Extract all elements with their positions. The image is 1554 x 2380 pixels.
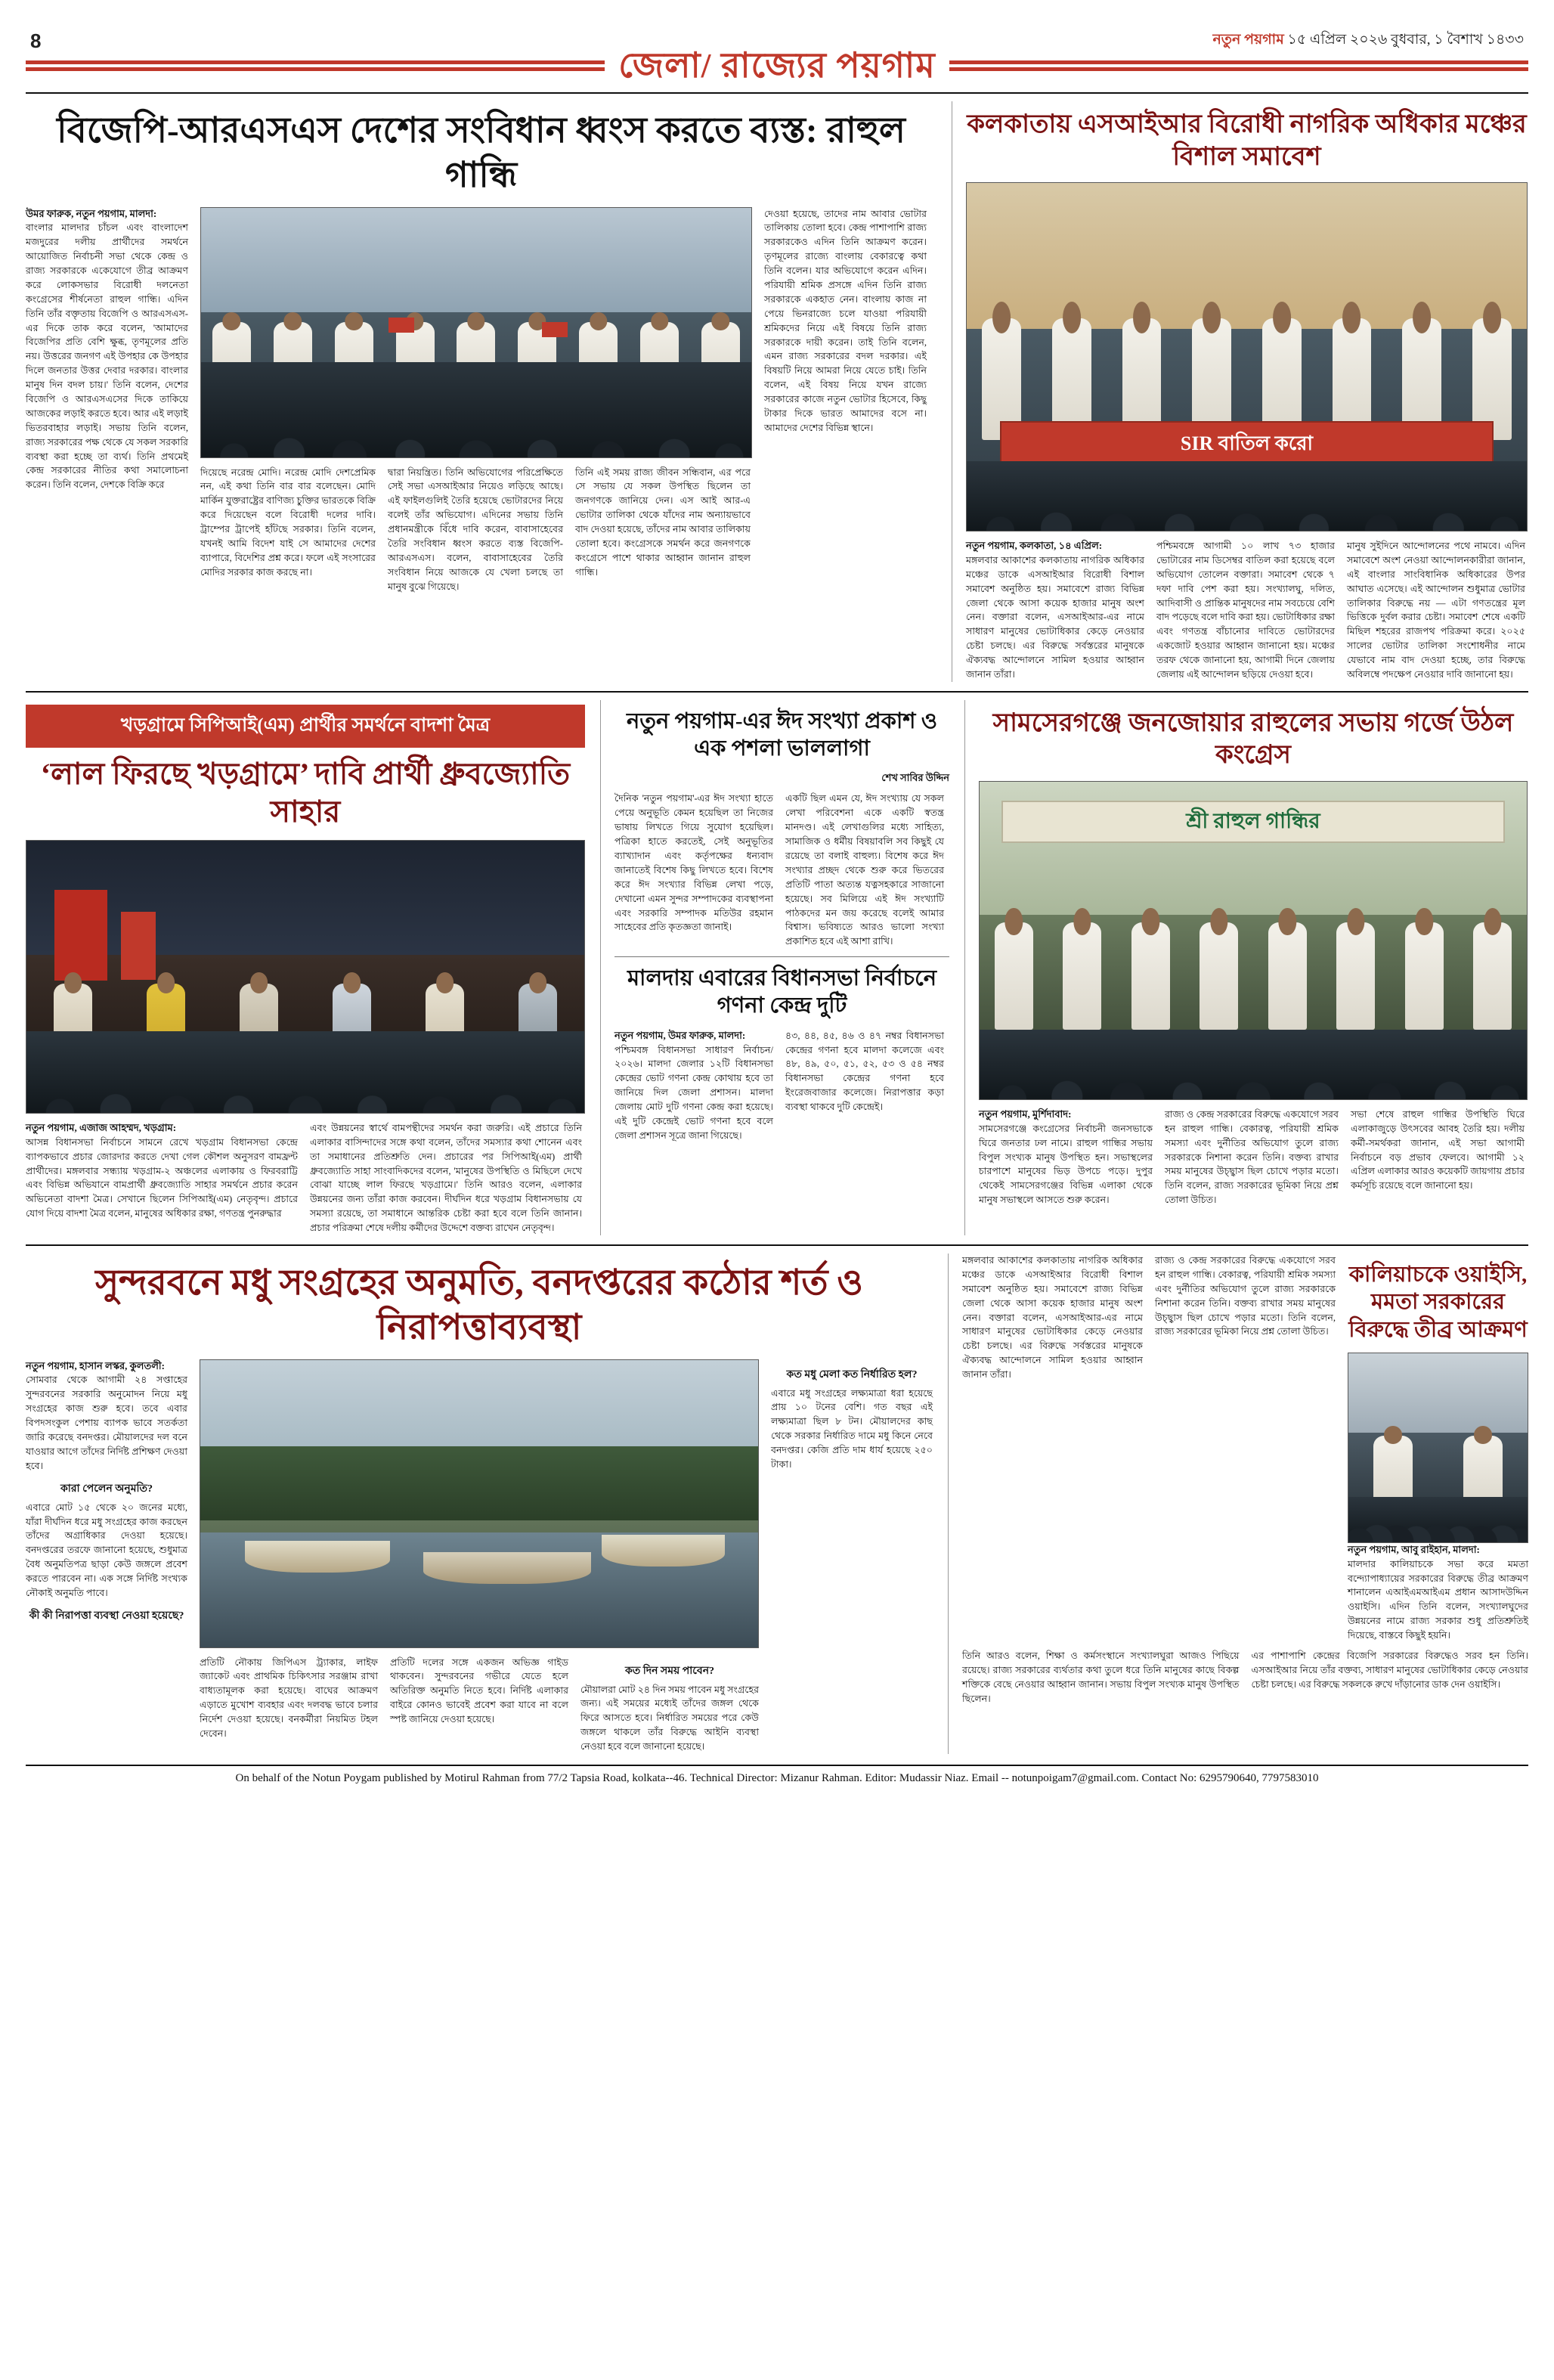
honey-subhead-2: কত দিন সময় পাবেন? bbox=[624, 1665, 715, 1677]
sundarban-headline: সুন্দরবনে মধু সংগ্রহের অনুমতি, বনদপ্তরের কঠোর শর্ত ও নিরাপত্তাব্যবস্থা bbox=[95, 1263, 863, 1347]
honey-body-2: মৌয়ালরা মোট ২৪ দিন সময় পাবেন মধু সংগ্রহের জন্য। এই সময়ের মধ্যেই তাঁদের জঙ্গল থেকে ফিরে আসতে হবে। নির্ধারিত সময়ের পরে কেউ জঙ্গলে থাকলে তাঁর বিরুদ্ধে আইনি ব্যবস্থা নেওয়া হবে বলে জানানো হয়েছে। bbox=[580, 1684, 759, 1752]
honey-right-col bbox=[771, 1359, 933, 1754]
kaliachak-photo bbox=[1348, 1353, 1528, 1543]
eid-headline: নতুন পয়গাম-এর ঈদ সংখ্যা প্রকাশ ও এক পশলা ভাললাগা bbox=[626, 708, 938, 761]
samserganj-photo bbox=[979, 781, 1528, 1100]
sundarban-photo bbox=[200, 1359, 759, 1648]
kharagram-body-2: এবং উন্নয়নের স্বার্থে বামপন্থীদের সমর্থন করা জরুরি। এই প্রচারে তিনি এলাকার বাসিন্দাদের সঙ্গে কথা বলেন, তাঁদের সমস্যার কথা শোনেন এবং তা সমাধানের প্রতিশ্রুতি দেন। প্রচারের পর সিপিআই(এম) প্রার্থী ধ্রুবজ্যোতি সাহা সাংবাদিকদের বলেন, 'মানুষের উপস্থিতি ও মিছিলে দেখে বোঝা যাচ্ছে লাল ফিরছে খড়গ্রামে।' তিনি আরও বলেন, এলাকার উন্নয়নের জন্য তাঁরা কাজ করবেন। দীর্ঘদিন ধরে খড়গ্রাম বিধানসভায় যে সমস্যা রয়েছে, তা সমাধানে আন্তরিক চেষ্টা করা হবে বলে তিনি জানান। প্রচার পরিক্রমা শেষে দলীয় কর্মীদের উদ্দেশে বক্তব্য রাখেন নেতৃবৃন্দ। bbox=[310, 1122, 582, 1234]
brand-name: নতুন পয়গাম bbox=[1212, 32, 1284, 48]
kharagram-headline: ‘লাল ফিরছে খড়গ্রামে’ দাবি প্রার্থী ধ্রুবজ্যোতি সাহার bbox=[40, 756, 571, 829]
section-title: জেলা/ রাজ্যের পয়গাম bbox=[618, 46, 936, 85]
sundarban-byline: নতুন পয়গাম, হাসান লস্কর, কুলতলী: bbox=[26, 1359, 165, 1371]
sundarban-story bbox=[26, 1254, 933, 1754]
lead-byline: উমর ফারুক, নতুন পয়গাম, মালদা: bbox=[26, 207, 157, 219]
divider-eid bbox=[614, 956, 949, 957]
kharagram-story bbox=[26, 700, 585, 1235]
kaliachak-story bbox=[948, 1254, 1528, 1754]
rule-right bbox=[949, 60, 1528, 71]
kaliachak-byline: নতুন পয়গাম, আবু রাইহান, মালদা: bbox=[1348, 1543, 1480, 1555]
kharagram-ribbon: খড়গ্রামে সিপিআই(এম) প্রার্থীর সমর্থনে বাদশা মৈত্র bbox=[26, 705, 585, 748]
kolkata-photo-banner: SIR বাতিল করো bbox=[1000, 421, 1493, 468]
sundarban-body-2: এবারে মোট ১৫ থেকে ২০ জনের মধ্যে, যাঁরা দীর্ঘদিন ধরে মধু সংগ্রহের কাজ করছেন তাঁদের অগ্রাধিকার দেওয়া হয়েছে। বনদপ্তরের তরফে জানানো হয়েছে, শুধুমাত্র বৈধ অনুমতিপত্র ছাড়া কেউ জঙ্গলে প্রবেশ করতে পারবেন না। এক সঙ্গে নির্দিষ্ট সংখ্যক নৌকাই অনুমতি পাবে। bbox=[26, 1501, 187, 1598]
samserganj-photo-banner: শ্রী রাহুল গান্ধির bbox=[1001, 801, 1505, 843]
honey-subhead-1: কত মধু মেলা কত নির্ধারিত হল? bbox=[786, 1368, 918, 1381]
lead-photo bbox=[200, 207, 752, 458]
lead-headline: বিজেপি-আরএসএস দেশের সংবিধান ধ্বংস করতে ব্যস্ত: রাহুল গান্ধি bbox=[57, 111, 905, 195]
kharagram-byline: নতুন পয়গাম, এজাজ আহম্মদ, খড়গ্রাম: bbox=[26, 1121, 177, 1133]
sundarban-body-4: প্রতিটি দলের সঙ্গে একজন অভিজ্ঞ গাইড থাকবেন। সুন্দরবনের গভীরে যেতে হলে অতিরিক্ত অনুমতি নিতে হবে। নির্দিষ্ট এলাকার বাইরে কোনও ভাবেই প্রবেশ করা যাবে না বলে স্পষ্ট জানিয়ে দেওয়া হয়েছে। bbox=[390, 1656, 568, 1725]
kolkata-body-2: পশ্চিমবঙ্গে আগামী ১০ লাখ ৭৩ হাজার ভোটারের নাম ডিসেম্বর বাতিল করা হয়েছে বলে অভিযোগ তোলেন বক্তারা। সমাবেশ থেকে ৭ দফা দাবি পেশ করা হয়। সংখ্যালঘু, দলিত, আদিবাসী ও প্রান্তিক মানুষদের নাম সবচেয়ে বেশি বাদ পড়েছে বলে দাবি করা হয়। ভোটাধিকার রক্ষা এবং গণতন্ত্র বাঁচানোর দাবিতে ভোটারদের একজোট হওয়ার আহ্বান জানানো হয়। মঞ্চের তরফ থেকে জানানো হয়, আগামী দিনে জেলায় জেলায় এই আন্দোলন ছড়িয়ে দেওয়া হবে। bbox=[1156, 541, 1335, 680]
eid-and-counting bbox=[600, 700, 949, 1235]
kolkata-byline: নতুন পয়গাম, কলকাতা, ১৪ এপ্রিল: bbox=[966, 540, 1103, 551]
samserganj-byline: নতুন পয়গাম, মুর্শিদাবাদ: bbox=[979, 1108, 1072, 1120]
kharagram-body-1: আসন্ন বিধানসভা নির্বাচনে সামনে রেখে খড়গ্রাম বিধানসভা কেন্দ্রে ব্যাপকভাবে প্রচার জোরদার করতে দেখা গেল কৌশল অনুসরণ বামফ্রন্ট প্রার্থীদের। মঙ্গলবার সন্ধ্যায় খড়গ্রাম-২ অঞ্চলের এলাকায় ও ফিরবরাট্টি এবং বিভিন্ন অভিযানে বামপ্রার্থী ধ্রুবজ্যোতি সাহার সমর্থনে প্রচার করেন অভিনেতা বাদশা মৈত্র। সেখানে ছিলেন সিপিআই(এম) নেতৃবৃন্দ। প্রচারে যোগ দিয়ে বাদশা মৈত্র বলেন, মানুষের অধিকার রক্ষা, গণতন্ত্র পুনরুদ্ধার bbox=[26, 1136, 298, 1219]
kaliachak-filler-2: রাজ্য ও কেন্দ্র সরকারের বিরুদ্ধে একযোগে সরব হন রাহুল গান্ধি। বেকারত্ব, পরিযায়ী শ্রমিক সমস্যা এবং দুর্নীতির অভিযোগ তুলে রাজ্য সরকারকে নিশানা করেন তিনি। বক্তব্য রাখার সময় মানুষের উচ্ছ্বাস ছিল চোখে পড়ার মতো। তিনি বলেন, রাজ্য সরকারের ভূমিকা নিয়ে প্রশ্ন তোলা উচিত। bbox=[1155, 1255, 1336, 1337]
lead-body-5: দেওয়া হয়েছে, তাদের নাম আবার ভোটার তালিকায় তোলা হবে। কেন্দ্র পাশাপাশি রাজ্য সরকারকেও এদিন তিনি আক্রমণ করেন। তৃণমূলের রাজ্যে বাংলায় বেকারত্বে কথা তিনি বলেন। যার অভিযোগে করেন এদিন। পরিযায়ী শ্রমিক প্রসঙ্গে এদিন তিনি রাজ্য সরকারকে একহাত নেন। বাংলায় কাজ না পেয়ে ভিনরাজ্যে চলে যাওয়া পরিযায়ী শ্রমিকদের নিয়ে এই বিষয়ে তিনি রাজ্য সরকারকে দায়ী করেন। তাই তিনি বলেন, এমন রাজ্য সরকারের বদল দরকার। এই বিষয়টি নিয়ে আমরা নিয়ে যেতে চাই। তিনি বলেন, এই বিষয় নিয়ে যখন রাজ্যে সরকারের কাজে নতুন ভোটার হিসেবে, কিছু টাকার দিকে ভারত আমাদের বসে না। আমাদের দেশের বিভিন্ন স্থানে। bbox=[764, 208, 927, 433]
kolkata-body-1: মঙ্গলবার আকাশের কলকাতায় নাগরিক অধিকার মঞ্চের ডাকে এসআইআর বিরোধী বিশাল সমাবেশ অনুষ্ঠিত হয়। সমাবেশে রাজ্য বিভিন্ন জেলা থেকে আসা কয়েক হাজার মানুষ অংশ নেন। বক্তারা বলেন, এসআইআর-এর নামে সাধারণ মানুষের ভোটাধিকার কেড়ে নেওয়ার চেষ্টা চলছে। এর বিরুদ্ধে সর্বস্তরের মানুষকে ঐক্যবদ্ধ আন্দোলনে সামিল হওয়ার আহ্বান জানান তাঁরা। bbox=[966, 554, 1144, 680]
lead-photo-and-text bbox=[200, 207, 752, 594]
lead-body-3: দ্বারা নিয়ন্ত্রিত। তিনি অভিযোগের পরিপ্রেক্ষিতে সেই সভা এসআইআর নিয়েও লড়িছে আছে। এই ফাইলগুলিই তৈরি হয়েছে ভোটারদের নিয়ে বলেই তাঁর অভিযোগ। এদিনের সভায় তিনি প্রধানমন্ত্রীকে বিঁধে দাবি করেন, বাবাসাহেবের তৈরি সংবিধান ধ্বংস করতে ব্যস্ত বিজেপি-আরএসএস। বলেন, বাবাসাহেবের তৈরি সংবিধান নিয়ে আজকে যে খেলা চলছে তা মানুষ বুঝে গিয়েছে। bbox=[388, 466, 563, 592]
sundarban-body-1: সোমবার থেকে আগামী ২৪ সপ্তাহের সুন্দরবনের সরকারি অনুমোদন নিয়ে মধু সংগ্রহের কাজ শুরু হবে। তবে এবার বিপদসংকুল পেশায় ব্যাপক ভাবে সতর্কতা জারি করেছে বনদপ্তর। মৌয়ালদের দল বনে যাওয়ার আগে তাঁদের নির্দিষ্ট প্রশিক্ষণ দেওয়া হবে। bbox=[26, 1374, 187, 1471]
kaliachak-filler-1: মঙ্গলবার আকাশের কলকাতায় নাগরিক অধিকার মঞ্চের ডাকে এসআইআর বিরোধী বিশাল সমাবেশ অনুষ্ঠিত হয়। সমাবেশে রাজ্য বিভিন্ন জেলা থেকে আসা কয়েক হাজার মানুষ অংশ নেন। বক্তারা বলেন, এসআইআর-এর নামে সাধারণ মানুষের ভোটাধিকার কেড়ে নেওয়ার চেষ্টা চলছে। এর বিরুদ্ধে সর্বস্তরের মানুষকে ঐক্যবদ্ধ আন্দোলনে সামিল হওয়ার আহ্বান জানান তাঁরা। bbox=[962, 1255, 1143, 1381]
divider-under-masthead bbox=[26, 92, 1528, 94]
page-footer: On behalf of the Notun Poygam published by Motirul Rahman from 77/2 Tapsia Road, kolkata--46. Technical Director: Mizanur Rahman. Editor: Mudassir Niaz. Email -- notunpoigam7@gmail.com. Contact No: 6295790640, 7797583010 bbox=[26, 1765, 1528, 1799]
kaliachak-body-2: তিনি আরও বলেন, শিক্ষা ও কর্মসংস্থানে সংখ্যালঘুরা আজও পিছিয়ে রয়েছে। রাজ্য সরকারের ব্যর্থতার কথা তুলে ধরে তিনি মানুষের কাছে বিকল্প শক্তিকে বেছে নেওয়ার আহ্বান জানান। সভায় বিপুল সংখ্যক মানুষ উপস্থিত ছিলেন। bbox=[962, 1650, 1240, 1704]
eid-body-1: দৈনিক 'নতুন পয়গাম'-এর ঈদ সংখ্যা হাতে পেয়ে অনুভূতি কেমন হয়েছিল তা নিজের ভাষায় লিখতে গিয়ে সুযোগ হয়েছিল। পত্রিকা হাতে করতেই, সেই অনুভূতির ব্যাখ্যাদান এবং কর্তৃপক্ষের ধন্যবাদ জানাতেই বিশেষ কিছু লিখতে হবে। বিশেষ করে ঈদ সংখ্যার বিভিন্ন লেখা পড়ে, দেখানো এমন সুন্দর সম্পাদকের ব্যবস্থাপনা এবং সরকারি সম্পাদক মতিউর রহমান সাহেবের প্রতি কৃতজ্ঞতা জানাই। bbox=[614, 793, 773, 933]
page-number: 8 bbox=[30, 29, 42, 52]
kolkata-headline: কলকাতায় এসআইআর বিরোধী নাগরিক অধিকার মঞ্চের বিশাল সমাবেশ bbox=[967, 110, 1527, 171]
band-two bbox=[26, 700, 1528, 1235]
lead-col-1 bbox=[26, 207, 188, 594]
malda-counting-body-1: পশ্চিমবঙ্গ বিধানসভা সাধারণ নির্বাচন/২০২৬। মালদা জেলার ১২টি বিধানসভা কেন্দ্রের ভোট গণনা কেন্দ্র কোথায় হবে তা জানিয়ে দিল জেলা প্রশাসন। মালদা জেলায় মোট দুটি গণনা কেন্দ্র করা হয়েছে। এই দুটি কেন্দ্রেই ভোট গণনা হবে বলে জেলা প্রশাসন সূত্রে জানা গিয়েছে। bbox=[614, 1044, 773, 1141]
date-text: ১৫ এপ্রিল ২০২৬ বুধবার, ১ বৈশাখ ১৪৩৩ bbox=[1287, 32, 1524, 48]
divider-band1 bbox=[26, 691, 1528, 693]
rule-left bbox=[26, 60, 605, 71]
kolkata-photo bbox=[966, 182, 1528, 531]
sundarban-photo-col bbox=[200, 1359, 759, 1754]
sundarban-subhead-2: কী কী নিরাপত্তা ব্যবস্থা নেওয়া হয়েছে? bbox=[29, 1610, 184, 1622]
kaliachak-body-1: মালদার কালিয়াচকে সভা করে মমতা বন্দ্যোপাধ্যায়ের সরকারের বিরুদ্ধে তীব্র আক্রমণ শানালেন এআইএমআইএম প্রধান আসাদউদ্দিন ওয়াইসি। এদিন তিনি বলেন, সংখ্যালঘুদের উন্নয়নের নামে রাজ্য সরকার শুধু প্রতিশ্রুতিই দিয়েছে, বাস্তবে কিছুই হয়নি। bbox=[1348, 1558, 1528, 1641]
lead-story bbox=[26, 101, 936, 682]
samserganj-body-2: রাজ্য ও কেন্দ্র সরকারের বিরুদ্ধে একযোগে সরব হন রাহুল গান্ধি। বেকারত্ব, পরিযায়ী শ্রমিক সমস্যা এবং দুর্নীতির অভিযোগ তুলে রাজ্য সরকারকে নিশানা করেন তিনি। বক্তব্য রাখার সময় মানুষের উচ্ছ্বাস ছিল চোখে পড়ার মতো। তিনি বলেন, রাজ্য সরকারের ভূমিকা নিয়ে প্রশ্ন তোলা উচিত। bbox=[1165, 1108, 1339, 1206]
band-three bbox=[26, 1254, 1528, 1754]
kolkata-body-3: মানুষ সুইদিনে আন্দোলনের পথে নামবে। এদিন সমাবেশে অংশ নেওয়া আন্দোলনকারীরা জানান, এই বাংলার সাংবিধানিক অধিকারের উপর আঘাত এসেছে। এই আন্দোলন শুধুমাত্র ভোটার তালিকার বিরুদ্ধে নয় — এটা গণতন্ত্রের মূল ভিত্তিকে দুর্বল করার চেষ্টা। সমাবেশ শেষে একটি মিছিল শহরের রাজপথ পরিক্রমা করে। ২০২৫ সালের ভোটার তালিকা সংশোধনীর নামে যেভাবে নাম বাদ দেওয়া হচ্ছে, তার বিরুদ্ধে অবিলম্বে পদক্ষেপ নেওয়ার দাবি জানানো হয়। bbox=[1347, 541, 1525, 680]
lead-col-5 bbox=[764, 207, 927, 594]
eid-credit: শেখ সাবির উদ্দিন bbox=[881, 772, 949, 784]
sundarban-col-1 bbox=[26, 1359, 187, 1754]
kaliachak-body-3: এর পাশাপাশি কেন্দ্রের বিজেপি সরকারের বিরুদ্ধেও সরব হন তিনি। এসআইআর নিয়ে তাঁর বক্তব্য, সাধারণ মানুষের ভোটাধিকার কেড়ে নেওয়ার চেষ্টা চলছে। এর বিরুদ্ধে সকলকে রুখে দাঁড়ানোর ডাক দেন ওয়াইসি। bbox=[1251, 1650, 1528, 1690]
kolkata-story bbox=[952, 101, 1528, 682]
lead-body-2: দিয়েছে নরেন্দ্র মোদি। নরেন্দ্র মোদি দেশপ্রেমিক নন, এই কথা তিনি বার বার বলেছেন। মোদি মার্কিন যুক্তরাষ্ট্রের বাণিজ্য চুক্তির ভারতকে বিক্রি করে দিয়েছেন বলে বিরোধী দলের দাবি। ট্রাম্পের ট্রাপেই হাঁটছে সরকার। তিনি বলেন, যখনই আমি বিদেশ যাই সে আমাদের দেশের ব্যাপারে, বিদেশির প্রশ্ন করে। ফলে এই সংসারের মোদির সরকার কাজ করছে না। bbox=[200, 466, 376, 578]
dateline bbox=[1212, 29, 1528, 53]
divider-band2 bbox=[26, 1244, 1528, 1246]
malda-counting-headline: মালদায় এবারের বিধানসভা নির্বাচনে গণনা কেন্দ্র দুটি bbox=[627, 966, 937, 1018]
band-lead bbox=[26, 101, 1528, 682]
kaliachak-headline: কালিয়াচকে ওয়াইসি, মমতা সরকারের বিরুদ্ধে তীব্র আক্রমণ bbox=[1348, 1263, 1528, 1342]
honey-body-1: এবারে মধু সংগ্রহের লক্ষ্যমাত্রা ধরা হয়েছে প্রায় ১০ টনের বেশি। গত বছর এই লক্ষ্যমাত্রা ছিল ৮ টন। মৌয়ালদের কাছ থেকে সরকার নির্ধারিত দামে মধু কিনে নেবে বনদপ্তর। কেজি প্রতি দাম ধার্য হয়েছে ২৫০ টাকা। bbox=[771, 1387, 933, 1470]
kharagram-photo bbox=[26, 840, 585, 1114]
sundarban-subhead-1: কারা পেলেন অনুমতি? bbox=[60, 1483, 153, 1495]
samserganj-story bbox=[964, 700, 1528, 1235]
section-title-row bbox=[26, 48, 1528, 83]
samserganj-body-1: সামসেরগঞ্জে কংগ্রেসের নির্বাচনী জনসভাকে ঘিরে জনতার ঢল নামে। রাহুল গান্ধির সভায় বিপুল সংখ্যক মানুষ উপস্থিত হন। সভাস্থলের চারপাশে মানুষের ভিড় উপচে পড়ে। দুপুর থেকেই সামসেরগঞ্জের বিভিন্ন এলাকা থেকে মানুষ সভাস্থলে আসতে শুরু করেন। bbox=[979, 1123, 1153, 1206]
malda-counting-byline: নতুন পয়গাম, উমর ফারুক, মালদা: bbox=[614, 1029, 746, 1041]
malda-counting-body-2: ৪৩, ৪৪, ৪৫, ৪৬ ও ৪৭ নম্বর বিধানসভা কেন্দ্রের গণনা হবে মালদা কলেজে এবং ৪৮, ৪৯, ৫০, ৫১, ৫২, ৫৩ ও ৫৪ নম্বর বিধানসভা কেন্দ্রের গণনা হবে ইংরেজবাজার কলেজে। নিরাপত্তার কড়া ব্যবস্থা থাকবে দুটি কেন্দ্রেই। bbox=[785, 1030, 944, 1113]
samserganj-body-3: সভা শেষে রাহুল গান্ধির উপস্থিতি ঘিরে এলাকাজুড়ে উৎসবের আবহ তৈরি হয়। দলীয় কর্মী-সমর্থকরা জানান, এই সভা আগামী নির্বাচনে বড় প্রভাব ফেলবে। আগামী ১২ এপ্রিল এলাকার আরও কয়েকটি জায়গায় প্রচার কর্মসূচি রয়েছে বলে জানানো হয়। bbox=[1351, 1108, 1525, 1192]
samserganj-headline: সামসেরগঞ্জে জনজোয়ার রাহুলের সভায় গর্জে উঠল কংগ্রেস bbox=[992, 708, 1514, 770]
eid-body-2: একটি ছিল এমন যে, ঈদ সংখ্যায় যে সকল লেখা পরিবেশনা একে একটি স্বতন্ত্র মানদণ্ড। এই লেখাগুলির মধ্যে সাহিত্য, সামাজিক ও ধর্মীয় বিষয়াবলি সব কিছুই যে রয়েছে তা বলাই বাহুল্য। বিশেষ করে ঈদ সংখ্যার প্রচ্ছদ থেকে শুরু করে ভিতরের প্রতিটি পাতা অত্যন্ত যত্নসহকারে সাজানো হয়েছে। সব মিলিয়ে এই ঈদ সংখ্যাটি পাঠকদের মন জয় করেছে বলেই আমার বিশ্বাস। ভবিষ্যতে আরও ভালো সংখ্যা প্রকাশিত হবে এই আশা রাখি। bbox=[785, 793, 944, 947]
sundarban-body-3: প্রতিটি নৌকায় জিপিএস ট্র্যাকার, লাইফ জ্যাকেট এবং প্রাথমিক চিকিৎসার সরঞ্জাম রাখা বাধ্যতামূলক করা হয়েছে। বাঘের আক্রমণ এড়াতে মুখোশ ব্যবহার এবং দলবদ্ধ ভাবে চলার নির্দেশ দেওয়া হয়েছে। বনকর্মীরা নিয়মিত টহল দেবেন। bbox=[200, 1656, 378, 1739]
lead-body-1: বাংলার মালদার চাঁচল এবং বাংলাদেশ মজদুরের দলীয় প্রার্থীদের সমর্থনে আয়োজিত নির্বাচনী সভা থেকে কেন্দ্র ও রাজ্য সরকারকে একেযোগে তীব্র আক্রমণ করে লোকসভার বিরোধী দলনেতা কংগ্রেসের শীর্ষনেতা রাহুল গান্ধি। এদিন তিনি তাঁর বক্তৃতায় বিজেপি ও আরএসএস-এর দিকে তাক করে বলেন, 'আমাদের বিজেপির প্রতি বেশি ক্ষুব্ধ, তৃণমূলের প্রতি নয়। উত্তরের জনগণ এই উপহার কে উপহার দিলে জনতার উত্তর দেবার দরকার। বাংলার মানুষ দিন বদল চায়।' তিনি বলেন, দেশের বিজেপি ও আরএসএসের দিকে তাকিয়ে আজকের লড়াই করতে হবে। আর এই লড়াই ভিতরবাহার লড়াই। সভায় তিনি বলেন, রাজ্য সরকারের পক্ষ থেকে যে সকল সরকারি ব্যবস্থা করা হচ্ছে তা ব্যর্থ। তিনি প্রথমেই কেন্দ্র সরকারের নীতির কথা সমালোচনা করেন। তিনি বলেন, দেশকে বিক্রি করে bbox=[26, 222, 188, 491]
lead-body-4: তিনি এই সময় রাজ্য জীবন সন্ধিবান, এর পরে সে সভায় যে সকল উপস্থিত ছিলেন তা জনগণকে জানিয়ে দেন। এস আই আর-এ ভোটার তালিকা থেকে যাঁদের নাম অন্যায়ভাবে বাদ দেওয়া হয়েছে, তাঁদের নাম আবার তালিকায় তোলা হবে। কংগ্রেসকে সমর্থন করে জনগণকে কংগ্রেসে পাশে থাকার আহ্বান জানান রাহুল গান্ধি। bbox=[575, 466, 751, 578]
